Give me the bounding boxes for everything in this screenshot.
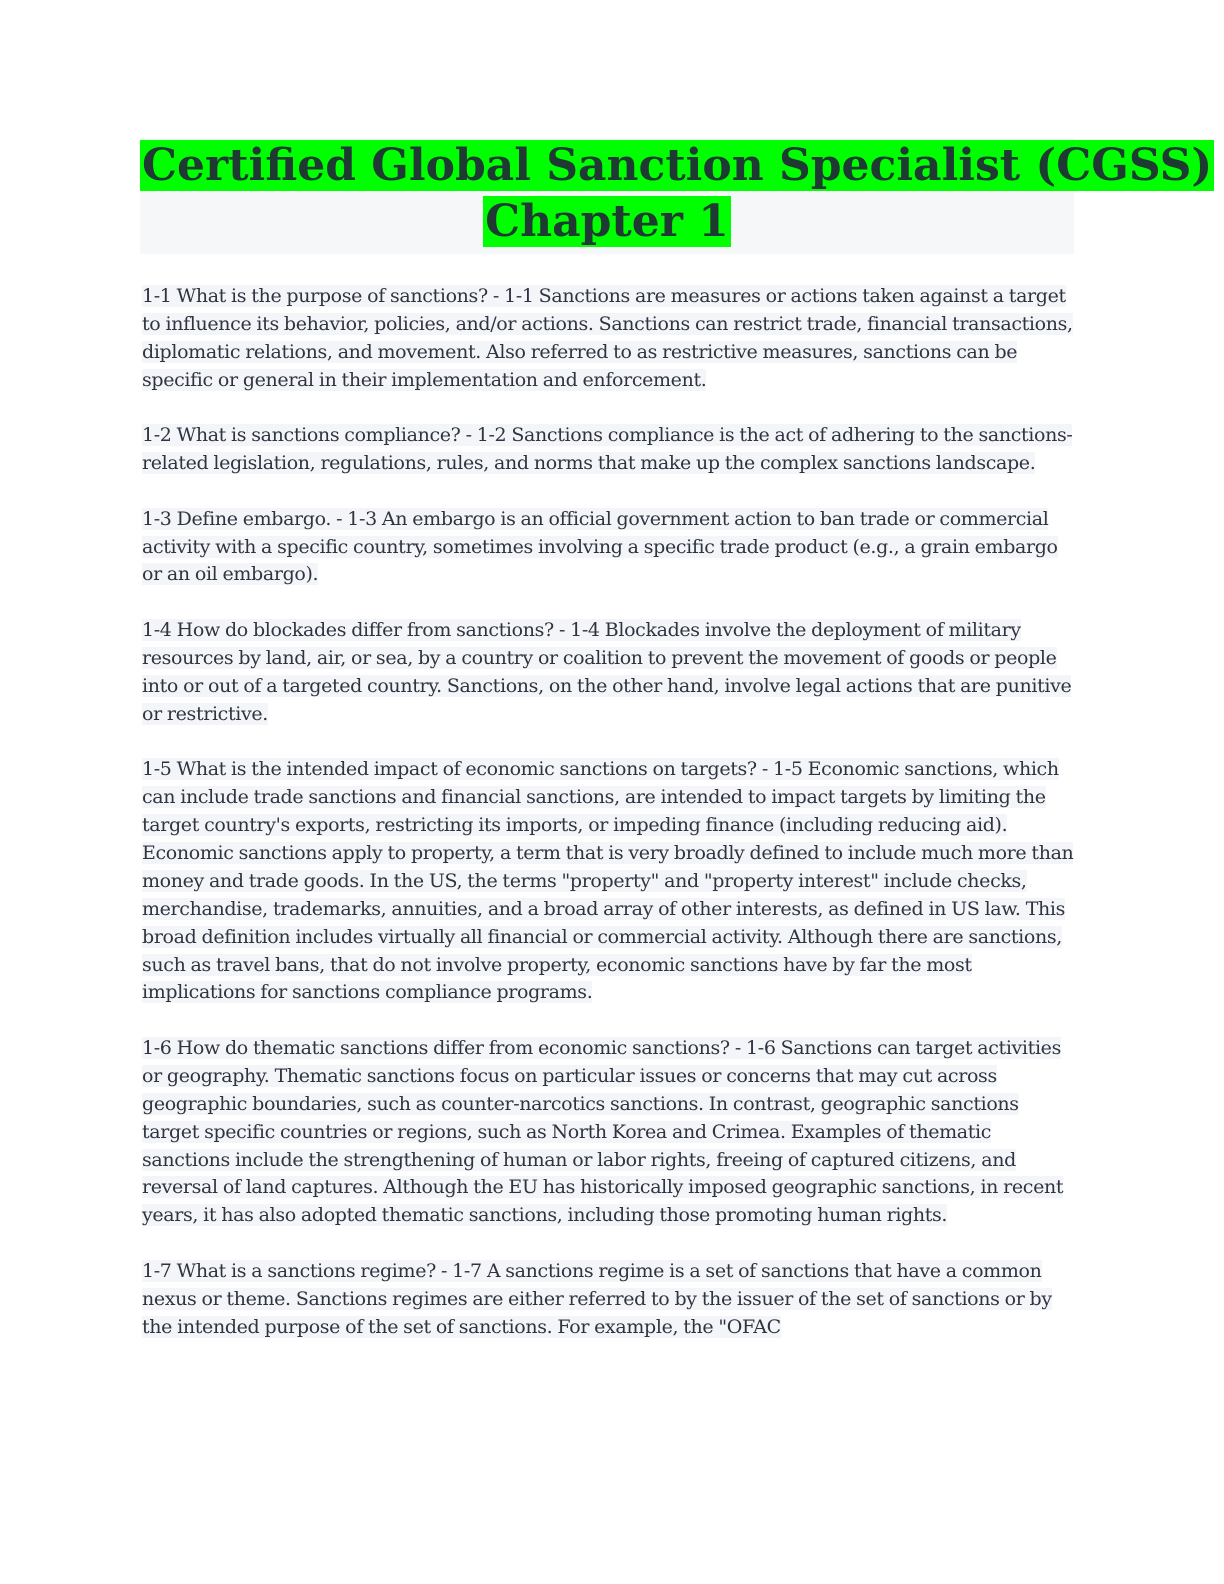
qa-entry-text: 1-6 How do thematic sanctions differ from economic sanctions? - 1-6 Sanctions can target activities or geography. Thematic sanctions focus on particular issues or concerns that may cut across geographic boundaries, such as counter-narcotics sanctions. In contrast, geographic sanctions target specific countries or regions, such as North Korea and Crimea. Examples of thematic sanctions include the strengthening of human or labor rights, freeing of captured citizens, and reversal of land captures. Although the EU has historically imposed geographic sanctions, in recent years, it has also adopted thematic sanctions, including those promoting human rights.	[142, 1036, 1064, 1227]
qa-list	[142, 283, 1077, 1369]
qa-entry-text: 1-4 How do blockades differ from sanctions? - 1-4 Blockades involve the deployment of military resources by land, air, or sea, by a country or coalition to prevent the movement of goods or people into or out of a targeted country. Sanctions, on the other hand, involve legal actions that are punitive or restrictive.	[142, 618, 1072, 725]
qa-entry-text: 1-7 What is a sanctions regime? - 1-7 A sanctions regime is a set of sanctions that have a common nexus or theme. Sanctions regimes are either referred to by the issuer of the set of sanctions or by the intended purpose of the set of sanctions. For example, the "OFAC	[142, 1259, 1052, 1338]
qa-entry-1	[142, 283, 1077, 395]
qa-entry-text: 1-5 What is the intended impact of economic sanctions on targets? - 1-5 Economic sanctions, which can include trade sanctions and financial sanctions, are intended to impact targets by limiting the target country's exports, restricting its imports, or impeding finance (including reducing aid). Economic sanctions apply to property, a term that is very broadly defined to include much more than money and trade goods. In the US, the terms "property" and "property interest" include checks, merchandise, trademarks, annuities, and a broad array of other interests, as defined in US law. This broad definition includes virtually all financial or commercial activity. Although there are sanctions, such as travel bans, that do not involve property, economic sanctions have by far the most implications for sanctions compliance programs.	[142, 758, 1074, 1004]
qa-entry-3	[142, 506, 1077, 590]
title-line-1	[140, 138, 1213, 194]
qa-entry-5	[142, 756, 1077, 1007]
title-highlight-2: Chapter 1	[485, 196, 729, 247]
qa-entry-7	[142, 1258, 1077, 1342]
qa-entry-2	[142, 422, 1077, 478]
title-highlight-1: Certified Global Sanction Specialist (CGSS)	[142, 140, 1213, 191]
qa-entry-4	[142, 617, 1077, 729]
qa-entry-text: 1-2 What is sanctions compliance? - 1-2 Sanctions compliance is the act of adhering to the sanctions-related legislation, regulations, rules, and norms that make up the complex sanctions landscape.	[142, 424, 1073, 475]
title-line-2	[140, 194, 1074, 250]
qa-entry-6	[142, 1035, 1077, 1230]
qa-entry-text: 1-1 What is the purpose of sanctions? - 1-1 Sanctions are measures or actions taken against a target to influence its behavior, policies, and/or actions. Sanctions can restrict trade, financial transactions, diplomatic relations, and movement. Also referred to as restrictive measures, sanctions can be specific or general in their implementation and enforcement.	[142, 285, 1073, 391]
page-title	[140, 138, 1213, 254]
qa-entry-text: 1-3 Define embargo. - 1-3 An embargo is an official government action to ban trade or commercial activity with a specific country, sometimes involving a specific trade product (e.g., a grain embargo or an oil embargo).	[142, 507, 1058, 586]
